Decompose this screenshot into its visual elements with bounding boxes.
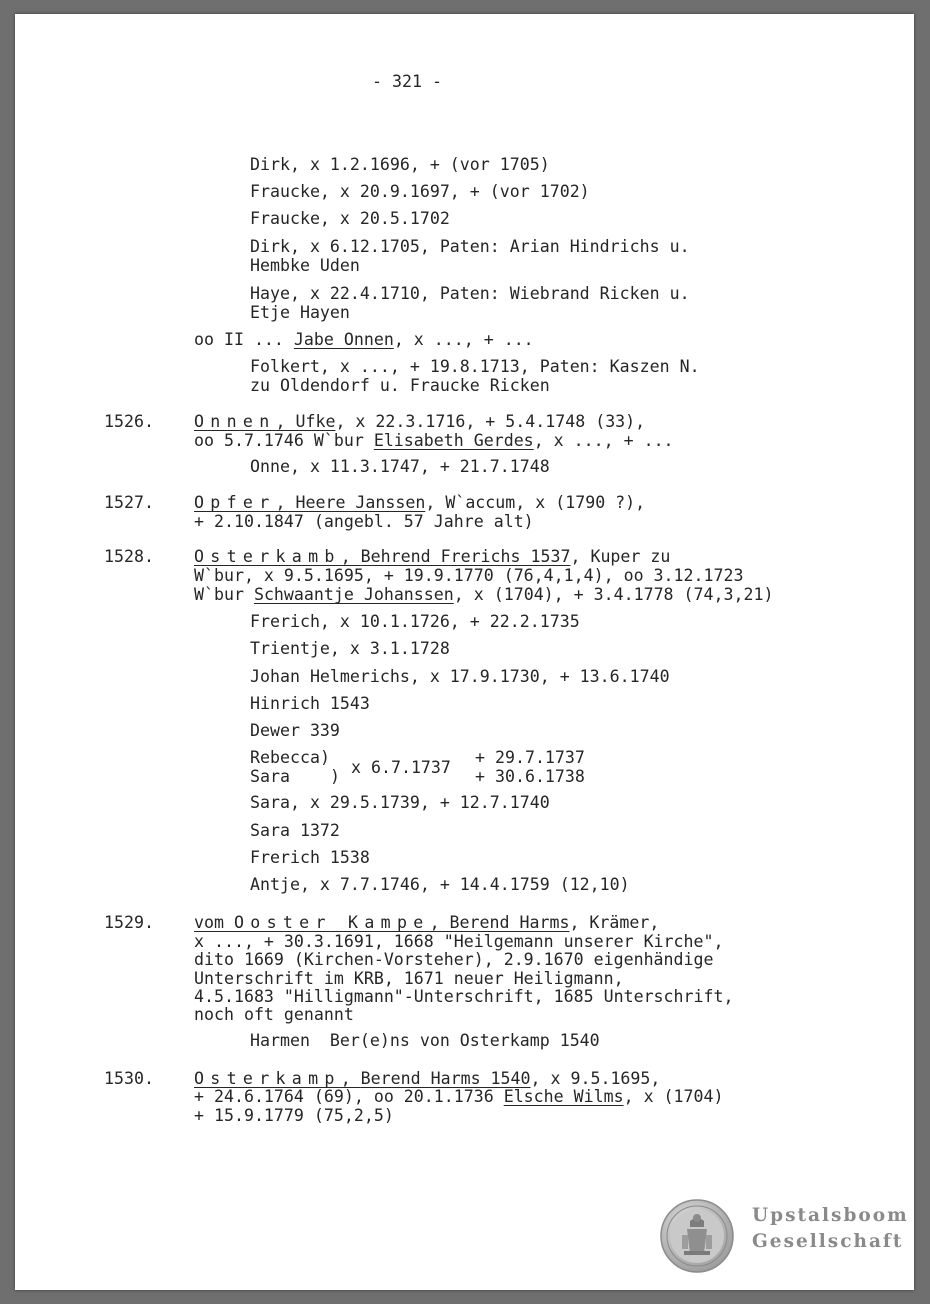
logo-line-2: Gesellschaft — [752, 1231, 904, 1252]
given-name: Ufke — [295, 412, 336, 431]
entry-number-1529: 1529. — [104, 913, 154, 932]
seal-icon — [660, 1199, 734, 1273]
entry-1530-line: + 15.9.1779 (75,2,5) — [194, 1106, 394, 1125]
given-name: Berend Harms — [449, 913, 570, 932]
entry-1529-line: vom Ooster Kampe, Berend Harms, Krämer, — [194, 913, 660, 932]
entry-1529-line: x ..., + 30.3.1691, 1668 "Heilgemann unserer Kirche", — [194, 932, 724, 951]
entry-line: zu Oldendorf u. Fraucke Ricken — [250, 376, 550, 395]
twin-bracket: ) — [320, 748, 330, 767]
entry-number-1527: 1527. — [104, 493, 154, 512]
twin-baptism: x 6.7.1737 — [351, 758, 451, 777]
entry-1530-line: + 24.6.1764 (69), oo 20.1.1736 Elsche Wilms, x (1704) — [194, 1087, 724, 1106]
entry-1529-line: noch oft genannt — [194, 1005, 354, 1024]
entry-1528-line: W`bur, x 9.5.1695, + 19.9.1770 (76,4,1,4), oo 3.12.1723 — [194, 566, 744, 585]
entry-1528-line: W`bur Schwaantje Johanssen, x (1704), + 3.4.1778 (74,3,21) — [194, 585, 774, 604]
entry-line: Sara, x 29.5.1739, + 12.7.1740 — [250, 793, 550, 812]
entry-line: Onne, x 11.3.1747, + 21.7.1748 — [250, 457, 550, 476]
entry-line: Johan Helmerichs, x 17.9.1730, + 13.6.1740 — [250, 667, 670, 686]
entry-line: Frerich, x 10.1.1726, + 22.2.1735 — [250, 612, 580, 631]
given-name: Heere Janssen — [295, 493, 426, 512]
entry-line: Sara 1372 — [250, 821, 340, 840]
twin-death: + 30.6.1738 — [475, 767, 585, 786]
entry-line: Harmen Ber(e)ns von Osterkamp 1540 — [250, 1031, 600, 1050]
document-page — [15, 14, 914, 1290]
entry-1530-line: Osterkamp, Berend Harms 1540, x 9.5.1695, — [194, 1069, 661, 1088]
entry-line: Dirk, x 1.2.1696, + (vor 1705) — [250, 155, 550, 174]
entry-1526-line: Onnen, Ufke, x 22.3.1716, + 5.4.1748 (33), — [194, 412, 646, 431]
spouse-name: Jabe Onnen — [293, 330, 394, 349]
entry-1529-line: 4.5.1683 "Hilligmann"-Unterschrift, 1685 Unterschrift, — [194, 987, 734, 1006]
entry-line: Fraucke, x 20.5.1702 — [250, 209, 450, 228]
surname: Osterkamp — [194, 1069, 341, 1088]
surname: Opfer — [194, 493, 276, 512]
given-name: Behrend Frerichs 1537 — [360, 547, 571, 566]
twin-bracket: ) — [330, 767, 340, 786]
entry-line: Antje, x 7.7.1746, + 14.4.1759 (12,10) — [250, 875, 630, 894]
surname: Osterkamb — [194, 547, 341, 566]
entry-1528-line: Osterkamb, Behrend Frerichs 1537, Kuper zu — [194, 547, 671, 566]
entry-1526-line: oo 5.7.1746 W`bur Elisabeth Gerdes, x ..., + ... — [194, 431, 674, 450]
given-name: Berend Harms 1540 — [360, 1069, 531, 1088]
logo-line-1: Upstalsboom — [752, 1205, 909, 1226]
entry-number-1530: 1530. — [104, 1069, 154, 1088]
twin-death: + 29.7.1737 — [475, 748, 585, 767]
page-number: - 321 - — [372, 72, 442, 91]
entry-line: Hinrich 1543 — [250, 694, 370, 713]
entry-number-1528: 1528. — [104, 547, 154, 566]
surname: Onnen — [194, 412, 276, 431]
entry-line: Trientje, x 3.1.1728 — [250, 639, 450, 658]
entry-number-1526: 1526. — [104, 412, 154, 431]
society-logo — [658, 1199, 909, 1279]
twin-name: Rebecca — [250, 748, 320, 767]
entry-line: Haye, x 22.4.1710, Paten: Wiebrand Ricken u. — [250, 284, 690, 303]
entry-line: Fraucke, x 20.9.1697, + (vor 1702) — [250, 182, 590, 201]
entry-line: Dirk, x 6.12.1705, Paten: Arian Hindrichs u. — [250, 237, 690, 256]
spouse-name: Schwaantje Johanssen — [253, 585, 454, 604]
entry-line: Frerich 1538 — [250, 848, 370, 867]
spouse-name: Elsche Wilms — [503, 1087, 624, 1106]
marriage-line: oo II ... Jabe Onnen, x ..., + ... — [194, 330, 534, 349]
entry-1527-line: Opfer, Heere Janssen, W`accum, x (1790 ?), — [194, 493, 646, 512]
surname: Ooster Kampe — [233, 913, 430, 932]
entry-1527-line: + 2.10.1847 (angebl. 57 Jahre alt) — [194, 512, 534, 531]
entry-line: Dewer 339 — [250, 721, 340, 740]
entry-1529-line: Unterschrift im KRB, 1671 neuer Heiligmann, — [194, 969, 624, 988]
entry-line: Etje Hayen — [250, 303, 350, 322]
entry-line: Hembke Uden — [250, 256, 360, 275]
spouse-name: Elisabeth Gerdes — [373, 431, 534, 450]
entry-1529-line: dito 1669 (Kirchen-Vorsteher), 2.9.1670 eigenhändige — [194, 950, 714, 969]
entry-line: Folkert, x ..., + 19.8.1713, Paten: Kaszen N. — [250, 357, 700, 376]
twin-name: Sara — [250, 767, 290, 786]
